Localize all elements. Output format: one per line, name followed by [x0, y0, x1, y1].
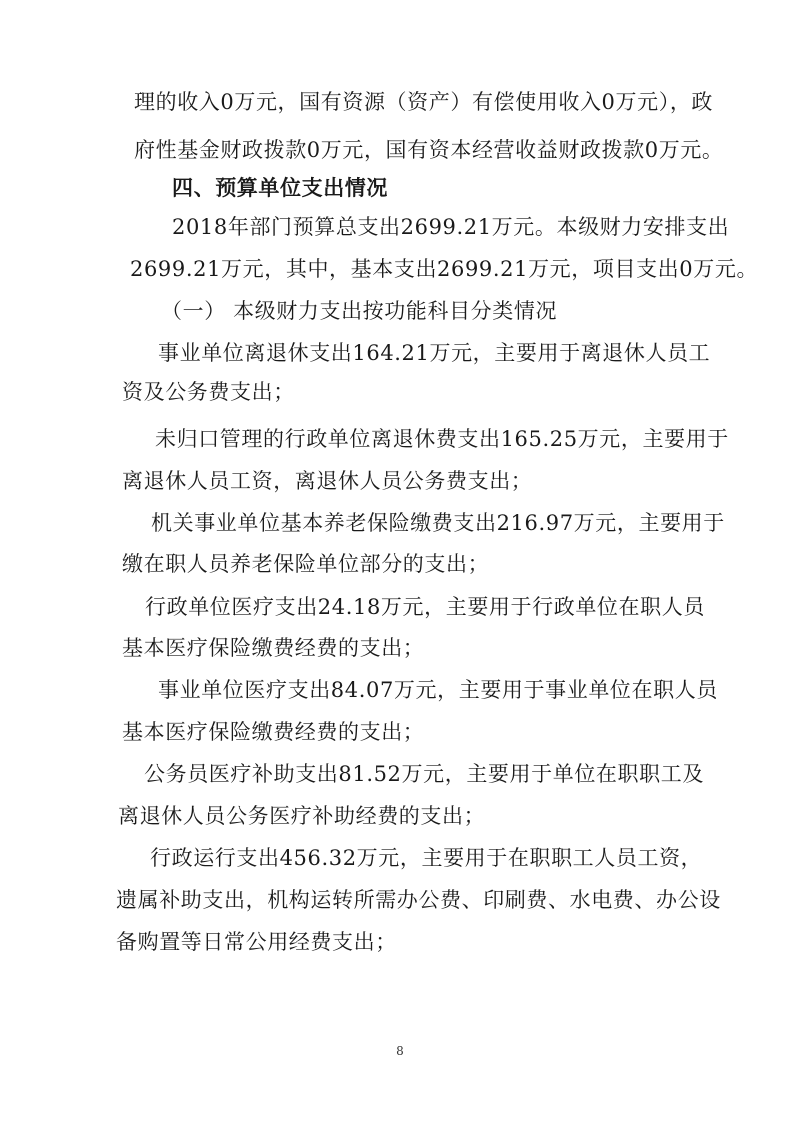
text-line: 备购置等日常公用经费支出；: [116, 930, 397, 954]
text-line: 机关事业单位基本养老保险缴费支出216.97万元，主要用于: [151, 511, 725, 535]
text-line: 行政单位医疗支出24.18万元，主要用于行政单位在职人员: [145, 595, 705, 619]
subsection-heading: （一） 本级财力支出按功能科目分类情况: [161, 299, 558, 323]
text-line: 2018年部门预算总支出2699.21万元。本级财力安排支出: [172, 215, 730, 239]
text-line: 公务员医疗补助支出81.52万元，主要用于单位在职职工及: [144, 762, 704, 786]
text-line: 事业单位离退休支出164.21万元，主要用于离退休人员工: [158, 341, 711, 365]
text-line: 缴在职人员养老保险单位部分的支出；: [122, 552, 490, 576]
page-number: 8: [396, 1044, 404, 1058]
text-line: 资及公务费支出；: [122, 380, 295, 404]
text-line: 基本医疗保险缴费经费的支出；: [122, 636, 425, 660]
section-heading: 四、预算单位支出情况: [172, 175, 388, 200]
text-line: 府性基金财政拨款0万元，国有资本经营收益财政拨款0万元。: [134, 138, 724, 162]
text-line: 2699.21万元，其中，基本支出2699.21万元，项目支出0万元。: [130, 257, 759, 281]
text-line: 遗属补助支出，机构运转所需办公费、印刷费、水电费、办公设: [116, 888, 721, 912]
text-line: 理的收入0万元，国有资源（资产）有偿使用收入0万元），政: [134, 90, 714, 114]
text-line: 行政运行支出456.32万元，主要用于在职职工人员工资，: [150, 846, 703, 870]
text-line: 基本医疗保险缴费经费的支出；: [122, 720, 425, 744]
text-line: 未归口管理的行政单位离退休费支出165.25万元，主要用于: [155, 427, 729, 451]
text-line: 事业单位医疗支出84.07万元，主要用于事业单位在职人员: [158, 678, 718, 702]
text-line: 离退休人员工资，离退休人员公务费支出；: [122, 469, 533, 493]
text-line: 离退休人员公务医疗补助经费的支出；: [118, 804, 486, 828]
